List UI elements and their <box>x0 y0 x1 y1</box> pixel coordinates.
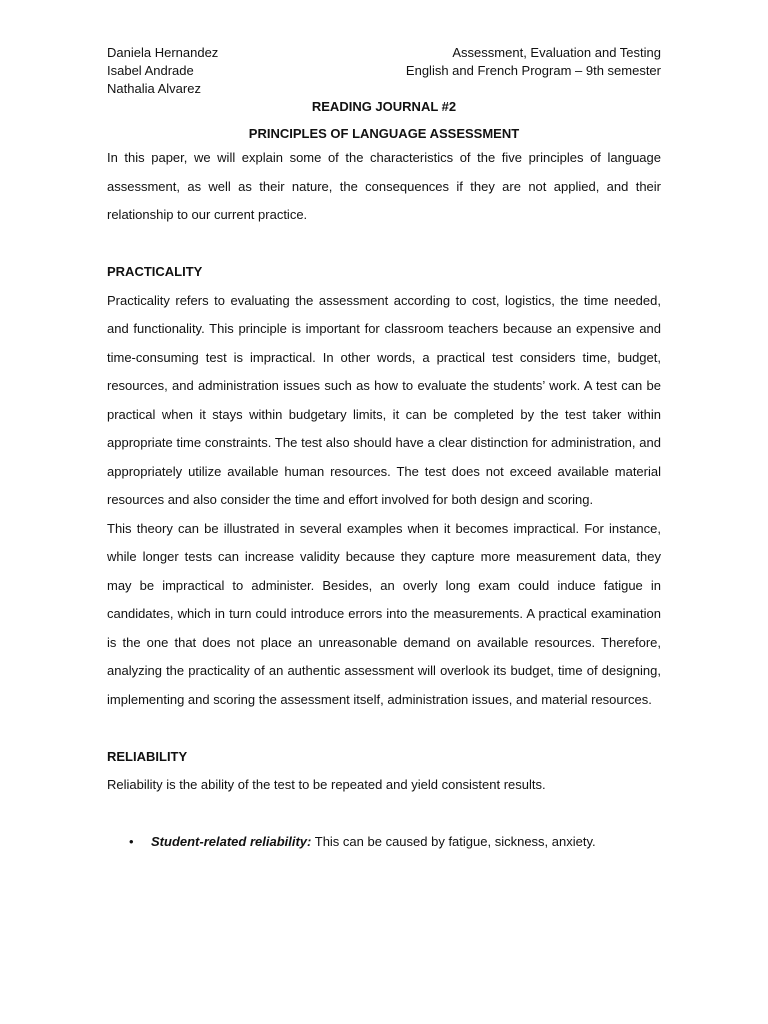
author-name: Isabel Andrade <box>107 63 194 78</box>
section-spacer <box>107 230 661 259</box>
document-title: PRINCIPLES OF LANGUAGE ASSESSMENT <box>248 126 520 141</box>
intro-paragraph: In this paper, we will explain some of the characteristics of the five principles of language assessment, as well as their nature, the consequences if they are not applied, and their relationship to our current practice. <box>107 150 661 222</box>
journal-title: READING JOURNAL #2 <box>311 99 457 114</box>
course-name: Assessment, Evaluation and Testing <box>452 45 661 60</box>
author-name: Daniela Hernandez <box>107 45 219 60</box>
reliability-heading: RELIABILITY <box>107 748 188 764</box>
author-name: Nathalia Alvarez <box>107 81 201 96</box>
practicality-paragraph-1: Practicality refers to evaluating the assessment according to cost, logistics, the time needed, and functionality. This principle is important for classroom teachers because an expensive and time-consuming test is impractical. In other words, a practical test considers time, budget, resources, and administration issues such as how to evaluate the students’ work. A test can be practical when it stays within budgetary limits, it can be completed by the test taker within appropriate time constraints. The test also should have a clear distinction for administration, and appropriately utilize available human resources. The test does not exceed available material resources and also consider the time and effort involved for both design and scoring. <box>107 292 661 507</box>
reliability-list <box>107 828 661 857</box>
section-spacer <box>107 800 661 829</box>
bullet-icon: • <box>129 834 134 849</box>
document-body <box>107 96 661 857</box>
practicality-heading: PRACTICALITY <box>107 264 203 279</box>
section-spacer <box>107 714 661 743</box>
practicality-paragraph-2: This theory can be illustrated in several examples when it becomes impractical. For instance, while longer tests can increase validity because they capture more measurement data, they may be impractical to administer. Besides, an overly long exam could induce fatigue in candidates, which in turn could introduce errors into the measurements. A practical examination is the one that does not place an unreasonable demand on available resources. Therefore, analyzing the practicality of an authentic assessment will overlook its budget, time of designing, implementing and scoring the assessment itself, administration issues, and material resources. <box>107 520 661 707</box>
course-block <box>406 44 661 80</box>
author-block <box>107 44 218 98</box>
program-name: English and French Program – 9th semester <box>405 63 661 78</box>
bullet-text: This can be caused by fatigue, sickness, anxiety. <box>311 834 596 849</box>
reliability-intro: Reliability is the ability of the test to be repeated and yield consistent results. <box>107 777 546 792</box>
bullet-term: Student-related reliability: <box>151 834 312 849</box>
list-item <box>107 828 661 857</box>
